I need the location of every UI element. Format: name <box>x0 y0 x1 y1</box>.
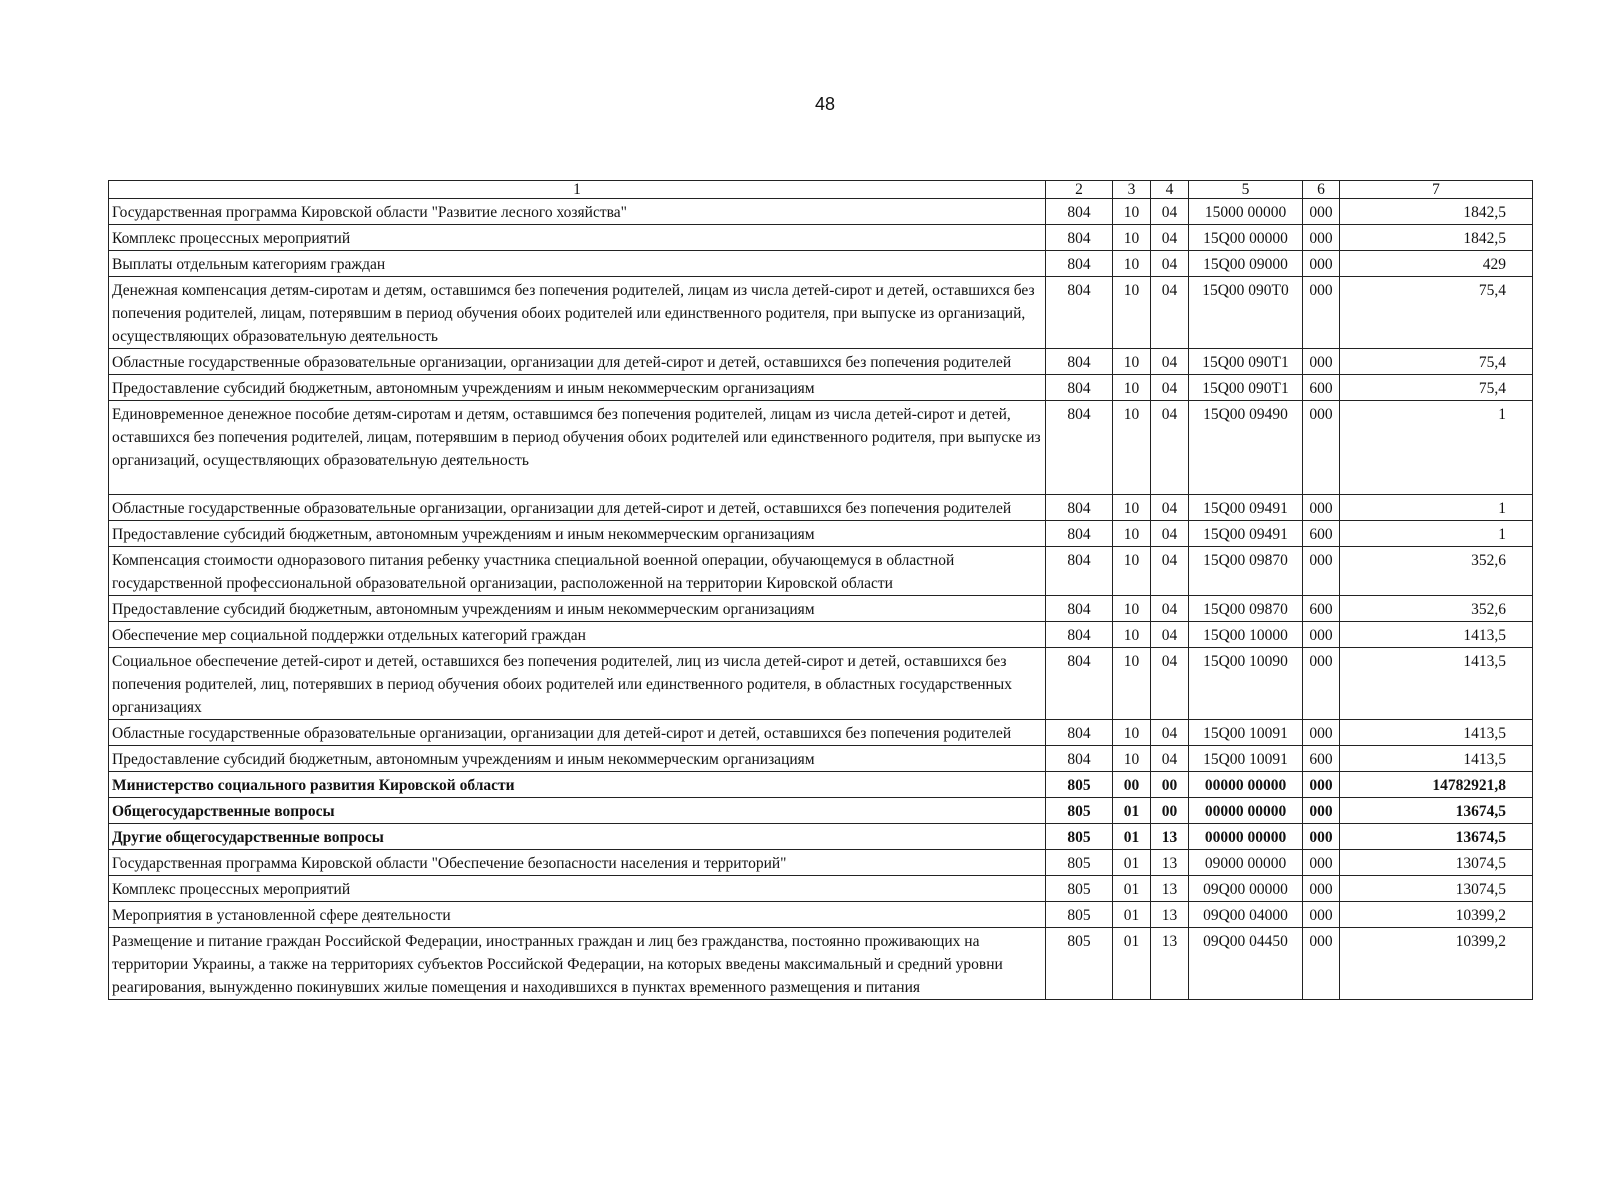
expense-type-cell: 600 <box>1303 521 1340 547</box>
amount-cell: 1 <box>1340 521 1533 547</box>
subsection-code-cell: 04 <box>1151 521 1189 547</box>
table-row <box>109 622 1533 648</box>
amount-cell: 352,6 <box>1340 596 1533 622</box>
target-article-cell: 09Q00 04450 <box>1189 928 1303 1000</box>
table-row <box>109 928 1533 1000</box>
amount-cell: 10399,2 <box>1340 902 1533 928</box>
expense-type-cell: 000 <box>1303 547 1340 596</box>
section-code-cell: 10 <box>1113 746 1151 772</box>
column-header: 2 <box>1046 181 1113 199</box>
row-name-cell: Областные государственные образовательные организации, организации для детей-сирот и детей, оставшихся без попечения родителей <box>109 495 1046 521</box>
row-name-cell: Предоставление субсидий бюджетным, автономным учреждениям и иным некоммерческим организациям <box>109 746 1046 772</box>
ministry-code-cell: 805 <box>1046 902 1113 928</box>
table-row <box>109 225 1533 251</box>
target-article-cell: 15Q00 090T0 <box>1189 277 1303 349</box>
target-article-cell: 15000 00000 <box>1189 199 1303 225</box>
row-name-cell: Размещение и питание граждан Российской Федерации, иностранных граждан и лиц без гражданства, постоянно проживающих на территории Украины, а также на территориях субъектов Российской Федерации, на которых введены максимальный и средний уровни реагирования, вынужденно покинувших жилые помещения и находившихся в пунктах временного размещения и питания <box>109 928 1046 1000</box>
amount-cell: 1842,5 <box>1340 225 1533 251</box>
section-code-cell: 00 <box>1113 772 1151 798</box>
expense-type-cell: 600 <box>1303 596 1340 622</box>
ministry-code-cell: 804 <box>1046 375 1113 401</box>
amount-cell: 352,6 <box>1340 547 1533 596</box>
ministry-code-cell: 804 <box>1046 401 1113 495</box>
ministry-code-cell: 804 <box>1046 648 1113 720</box>
table-row <box>109 596 1533 622</box>
target-article-cell: 15Q00 09870 <box>1189 596 1303 622</box>
target-article-cell: 15Q00 10090 <box>1189 648 1303 720</box>
ministry-code-cell: 805 <box>1046 850 1113 876</box>
table-row <box>109 199 1533 225</box>
amount-cell: 1413,5 <box>1340 622 1533 648</box>
expense-type-cell: 600 <box>1303 746 1340 772</box>
amount-cell: 75,4 <box>1340 277 1533 349</box>
target-article-cell: 15Q00 10000 <box>1189 622 1303 648</box>
table-body <box>109 199 1533 1000</box>
subsection-code-cell: 13 <box>1151 876 1189 902</box>
section-code-cell: 01 <box>1113 850 1151 876</box>
expense-type-cell: 000 <box>1303 824 1340 850</box>
ministry-code-cell: 805 <box>1046 876 1113 902</box>
row-name-cell: Мероприятия в установленной сфере деятельности <box>109 902 1046 928</box>
subsection-code-cell: 00 <box>1151 772 1189 798</box>
target-article-cell: 15Q00 09491 <box>1189 521 1303 547</box>
section-code-cell: 10 <box>1113 401 1151 495</box>
amount-cell: 13074,5 <box>1340 876 1533 902</box>
table-row <box>109 495 1533 521</box>
table-row <box>109 375 1533 401</box>
row-name-cell: Социальное обеспечение детей-сирот и детей, оставшихся без попечения родителей, лиц из числа детей-сирот и детей, оставшихся без попечения родителей, лиц, потерявших в период обучения обоих родителей или единственного родителя, в областных государственных организациях <box>109 648 1046 720</box>
row-name-cell: Единовременное денежное пособие детям-сиротам и детям, оставшимся без попечения родителей, лицам из числа детей-сирот и детей, оставшихся без попечения родителей, лицам, потерявшим в период обучения обоих родителей или единственного родителя, при выпуске из организаций, осуществляющих образовательную деятельность <box>109 401 1046 495</box>
budget-table <box>108 180 1533 1000</box>
section-code-cell: 10 <box>1113 277 1151 349</box>
row-name-cell: Общегосударственные вопросы <box>109 798 1046 824</box>
subsection-code-cell: 00 <box>1151 798 1189 824</box>
expense-type-cell: 000 <box>1303 720 1340 746</box>
subsection-code-cell: 04 <box>1151 648 1189 720</box>
ministry-code-cell: 804 <box>1046 720 1113 746</box>
row-name-cell: Комплекс процессных мероприятий <box>109 225 1046 251</box>
target-article-cell: 15Q00 09870 <box>1189 547 1303 596</box>
expense-type-cell: 000 <box>1303 349 1340 375</box>
expense-type-cell: 600 <box>1303 375 1340 401</box>
amount-cell: 13674,5 <box>1340 824 1533 850</box>
row-name-cell: Компенсация стоимости одноразового питания ребенку участника специальной военной операции, обучающемуся в областной государственной профессиональной образовательной организации, расположенной на территории Кировской области <box>109 547 1046 596</box>
column-header: 7 <box>1340 181 1533 199</box>
section-code-cell: 10 <box>1113 495 1151 521</box>
ministry-code-cell: 804 <box>1046 349 1113 375</box>
row-name-cell: Предоставление субсидий бюджетным, автономным учреждениям и иным некоммерческим организациям <box>109 521 1046 547</box>
expense-type-cell: 000 <box>1303 798 1340 824</box>
row-name-cell: Выплаты отдельным категориям граждан <box>109 251 1046 277</box>
subsection-code-cell: 13 <box>1151 928 1189 1000</box>
expense-type-cell: 000 <box>1303 648 1340 720</box>
expense-type-cell: 000 <box>1303 401 1340 495</box>
amount-cell: 14782921,8 <box>1340 772 1533 798</box>
section-code-cell: 01 <box>1113 876 1151 902</box>
subsection-code-cell: 04 <box>1151 596 1189 622</box>
section-code-cell: 10 <box>1113 547 1151 596</box>
amount-cell: 13074,5 <box>1340 850 1533 876</box>
target-article-cell: 00000 00000 <box>1189 772 1303 798</box>
section-code-cell: 10 <box>1113 199 1151 225</box>
amount-cell: 1413,5 <box>1340 648 1533 720</box>
table-row <box>109 547 1533 596</box>
section-code-cell: 10 <box>1113 225 1151 251</box>
ministry-code-cell: 804 <box>1046 199 1113 225</box>
table-row <box>109 349 1533 375</box>
ministry-code-cell: 804 <box>1046 251 1113 277</box>
ministry-code-cell: 804 <box>1046 495 1113 521</box>
target-article-cell: 00000 00000 <box>1189 824 1303 850</box>
subsection-code-cell: 04 <box>1151 495 1189 521</box>
amount-cell: 13674,5 <box>1340 798 1533 824</box>
subsection-code-cell: 13 <box>1151 824 1189 850</box>
expense-type-cell: 000 <box>1303 199 1340 225</box>
column-header: 6 <box>1303 181 1340 199</box>
column-header: 1 <box>109 181 1046 199</box>
expense-type-cell: 000 <box>1303 850 1340 876</box>
expense-type-cell: 000 <box>1303 902 1340 928</box>
subsection-code-cell: 04 <box>1151 375 1189 401</box>
table-row <box>109 876 1533 902</box>
section-code-cell: 01 <box>1113 928 1151 1000</box>
row-name-cell: Областные государственные образовательные организации, организации для детей-сирот и детей, оставшихся без попечения родителей <box>109 349 1046 375</box>
subsection-code-cell: 13 <box>1151 850 1189 876</box>
table-row <box>109 746 1533 772</box>
column-header: 4 <box>1151 181 1189 199</box>
section-code-cell: 10 <box>1113 375 1151 401</box>
column-header: 5 <box>1189 181 1303 199</box>
subsection-code-cell: 04 <box>1151 746 1189 772</box>
row-name-cell: Министерство социального развития Кировской области <box>109 772 1046 798</box>
table-row <box>109 401 1533 495</box>
ministry-code-cell: 805 <box>1046 772 1113 798</box>
expense-type-cell: 000 <box>1303 622 1340 648</box>
ministry-code-cell: 804 <box>1046 277 1113 349</box>
ministry-code-cell: 804 <box>1046 547 1113 596</box>
section-code-cell: 10 <box>1113 720 1151 746</box>
section-code-cell: 10 <box>1113 251 1151 277</box>
table-row <box>109 798 1533 824</box>
subsection-code-cell: 04 <box>1151 547 1189 596</box>
target-article-cell: 09Q00 00000 <box>1189 876 1303 902</box>
ministry-code-cell: 805 <box>1046 928 1113 1000</box>
row-name-cell: Предоставление субсидий бюджетным, автономным учреждениям и иным некоммерческим организациям <box>109 596 1046 622</box>
amount-cell: 1 <box>1340 495 1533 521</box>
ministry-code-cell: 804 <box>1046 622 1113 648</box>
subsection-code-cell: 04 <box>1151 251 1189 277</box>
subsection-code-cell: 04 <box>1151 225 1189 251</box>
section-code-cell: 01 <box>1113 798 1151 824</box>
target-article-cell: 15Q00 00000 <box>1189 225 1303 251</box>
row-name-cell: Другие общегосударственные вопросы <box>109 824 1046 850</box>
row-name-cell: Государственная программа Кировской области "Обеспечение безопасности населения и территорий" <box>109 850 1046 876</box>
target-article-cell: 09000 00000 <box>1189 850 1303 876</box>
expense-type-cell: 000 <box>1303 251 1340 277</box>
target-article-cell: 15Q00 10091 <box>1189 720 1303 746</box>
table-row <box>109 772 1533 798</box>
expense-type-cell: 000 <box>1303 876 1340 902</box>
ministry-code-cell: 804 <box>1046 596 1113 622</box>
expense-type-cell: 000 <box>1303 277 1340 349</box>
ministry-code-cell: 804 <box>1046 225 1113 251</box>
section-code-cell: 10 <box>1113 596 1151 622</box>
target-article-cell: 15Q00 090T1 <box>1189 349 1303 375</box>
section-code-cell: 10 <box>1113 521 1151 547</box>
amount-cell: 1413,5 <box>1340 746 1533 772</box>
row-name-cell: Обеспечение мер социальной поддержки отдельных категорий граждан <box>109 622 1046 648</box>
table-row <box>109 850 1533 876</box>
section-code-cell: 10 <box>1113 648 1151 720</box>
section-code-cell: 10 <box>1113 349 1151 375</box>
amount-cell: 1842,5 <box>1340 199 1533 225</box>
target-article-cell: 15Q00 10091 <box>1189 746 1303 772</box>
amount-cell: 1 <box>1340 401 1533 495</box>
amount-cell: 75,4 <box>1340 349 1533 375</box>
table-row <box>109 720 1533 746</box>
ministry-code-cell: 804 <box>1046 521 1113 547</box>
ministry-code-cell: 804 <box>1046 746 1113 772</box>
table-row <box>109 277 1533 349</box>
section-code-cell: 01 <box>1113 824 1151 850</box>
subsection-code-cell: 04 <box>1151 277 1189 349</box>
target-article-cell: 15Q00 09000 <box>1189 251 1303 277</box>
row-name-cell: Денежная компенсация детям-сиротам и детям, оставшимся без попечения родителей, лицам из числа детей-сирот и детей, оставшихся без попечения родителей, лицам, потерявшим в период обучения обоих родителей или единственного родителя, при выпуске из организаций, осуществляющих образовательную деятельность <box>109 277 1046 349</box>
row-name-cell: Областные государственные образовательные организации, организации для детей-сирот и детей, оставшихся без попечения родителей <box>109 720 1046 746</box>
ministry-code-cell: 805 <box>1046 824 1113 850</box>
subsection-code-cell: 04 <box>1151 622 1189 648</box>
table-row <box>109 824 1533 850</box>
amount-cell: 10399,2 <box>1340 928 1533 1000</box>
subsection-code-cell: 04 <box>1151 349 1189 375</box>
row-name-cell: Государственная программа Кировской области "Развитие лесного хозяйства" <box>109 199 1046 225</box>
target-article-cell: 15Q00 09490 <box>1189 401 1303 495</box>
target-article-cell: 15Q00 090T1 <box>1189 375 1303 401</box>
target-article-cell: 00000 00000 <box>1189 798 1303 824</box>
amount-cell: 75,4 <box>1340 375 1533 401</box>
row-name-cell: Предоставление субсидий бюджетным, автономным учреждениям и иным некоммерческим организациям <box>109 375 1046 401</box>
page-number: 48 <box>814 94 836 114</box>
subsection-code-cell: 04 <box>1151 401 1189 495</box>
amount-cell: 429 <box>1340 251 1533 277</box>
table-row <box>109 902 1533 928</box>
ministry-code-cell: 805 <box>1046 798 1113 824</box>
table-row <box>109 521 1533 547</box>
expense-type-cell: 000 <box>1303 495 1340 521</box>
column-number-row <box>109 181 1533 199</box>
amount-cell: 1413,5 <box>1340 720 1533 746</box>
subsection-code-cell: 04 <box>1151 199 1189 225</box>
row-name-cell: Комплекс процессных мероприятий <box>109 876 1046 902</box>
subsection-code-cell: 13 <box>1151 902 1189 928</box>
target-article-cell: 09Q00 04000 <box>1189 902 1303 928</box>
section-code-cell: 01 <box>1113 902 1151 928</box>
expense-type-cell: 000 <box>1303 928 1340 1000</box>
subsection-code-cell: 04 <box>1151 720 1189 746</box>
column-header: 3 <box>1113 181 1151 199</box>
table-row <box>109 648 1533 720</box>
section-code-cell: 10 <box>1113 622 1151 648</box>
target-article-cell: 15Q00 09491 <box>1189 495 1303 521</box>
table-row <box>109 251 1533 277</box>
expense-type-cell: 000 <box>1303 772 1340 798</box>
expense-type-cell: 000 <box>1303 225 1340 251</box>
